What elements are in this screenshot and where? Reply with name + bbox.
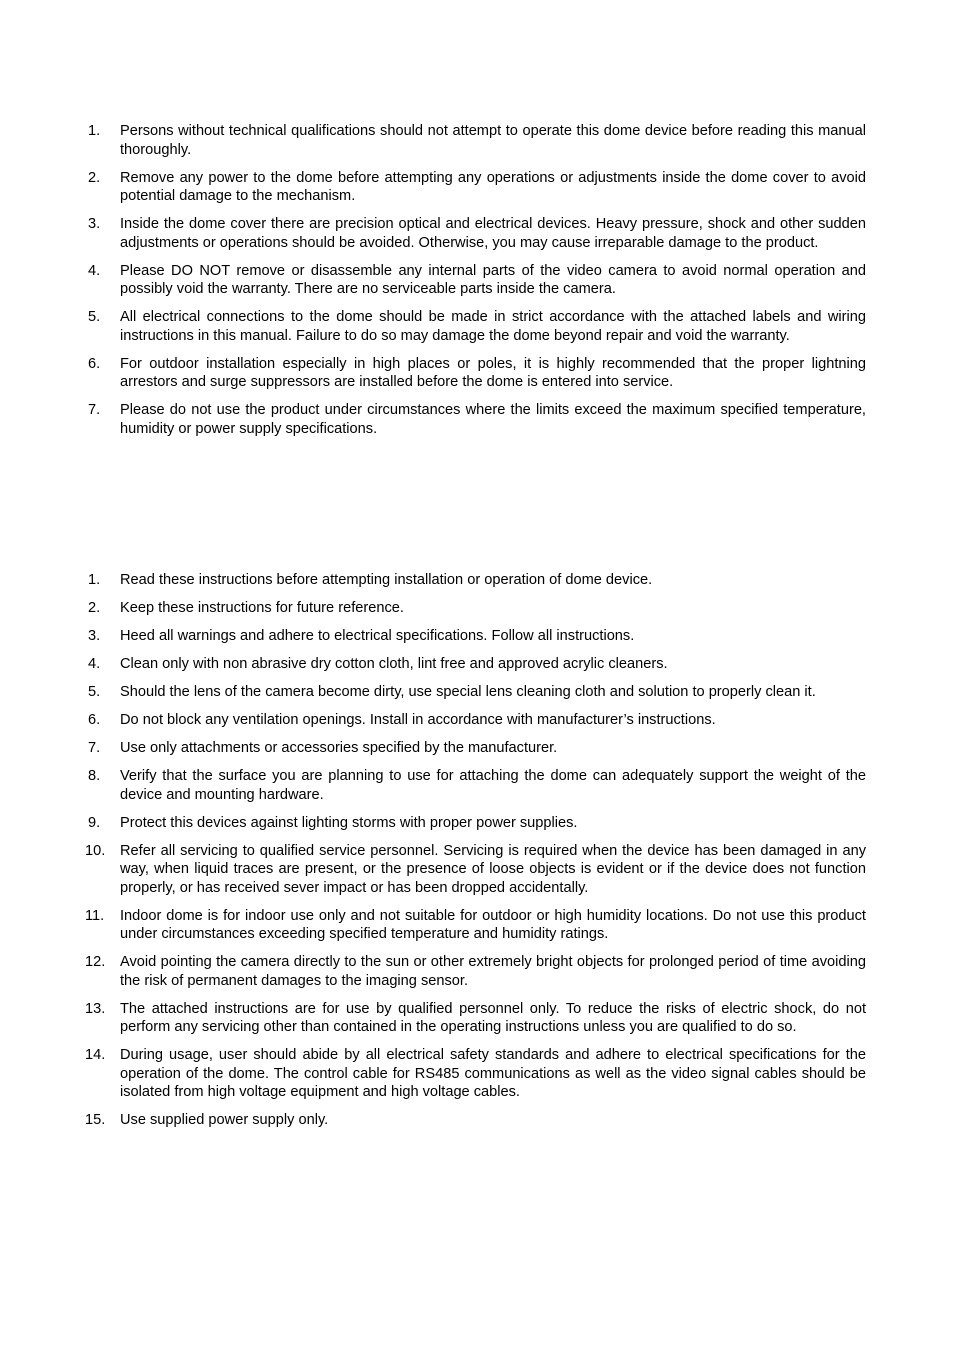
item-text: The attached instructions are for use by qualified personnel only. To reduce the risks of electric shock, do not perform any servicing other than contained in the operating instructions unless you are qualified to do so. (120, 1000, 866, 1035)
item-number: 6. (88, 355, 101, 372)
item-number: 2. (88, 169, 101, 186)
item-number: 14. (85, 1047, 106, 1063)
list-item (88, 401, 866, 438)
list-item (85, 907, 866, 944)
list-item (88, 262, 866, 299)
list-item (85, 953, 866, 990)
item-text: Clean only with non abrasive dry cotton cloth, lint free and approved acrylic cleaners. (120, 656, 668, 672)
item-text: Keep these instructions for future reference. (120, 600, 404, 616)
list-item (88, 767, 866, 804)
item-number: 6. (88, 712, 101, 728)
list-item (85, 1046, 866, 1102)
list-item (88, 308, 866, 345)
item-text: Protect this devices against lighting storms with proper power supplies. (120, 814, 578, 831)
list-item (85, 842, 866, 898)
list-item (88, 739, 866, 758)
list-item (88, 215, 866, 252)
item-text: Remove any power to the dome before attempting any operations or adjustments inside the dome cover to avoid potential damage to the mechanism. (120, 169, 866, 204)
item-number: 12. (85, 954, 106, 970)
item-text: Inside the dome cover there are precision optical and electrical devices. Heavy pressure, shock and other sudden adjustments or operations should be avoided. Otherwise, you may cause irreparable damage to the product. (120, 216, 866, 251)
safety-instructions-list (85, 571, 866, 1139)
list-item (88, 122, 866, 159)
item-number: 10. (85, 842, 106, 859)
list-item (88, 571, 866, 590)
list-item (85, 1111, 866, 1130)
item-text: During usage, user should abide by all electrical safety standards and adhere to electrical specifications for the operation of the dome. The control cable for RS485 communications as well as the video signal cables should be isolated from high voltage equipment and high voltage cables. (120, 1047, 866, 1100)
item-text: Heed all warnings and adhere to electrical specifications. Follow all instructions. (120, 628, 635, 644)
item-number: 7. (88, 740, 101, 756)
list-item (88, 655, 866, 674)
item-text: Should the lens of the camera become dirty, use special lens cleaning cloth and solution to properly clean it. (120, 684, 816, 700)
item-number: 1. (88, 572, 101, 588)
list-item (88, 169, 866, 206)
list-item (88, 355, 866, 392)
item-text: Persons without technical qualifications should not attempt to operate this dome device before reading this manual thoroughly. (120, 123, 866, 158)
list-item (88, 814, 866, 833)
item-number: 3. (88, 628, 101, 644)
item-number: 2. (88, 600, 101, 616)
list-item (88, 599, 866, 618)
item-number: 4. (88, 262, 101, 279)
list-item (88, 683, 866, 702)
item-number: 11. (85, 907, 105, 924)
item-number: 13. (85, 1000, 106, 1017)
item-number: 3. (88, 216, 101, 232)
item-text: Do not block any ventilation openings. Install in accordance with manufacturer’s instructions. (120, 712, 716, 728)
item-number: 5. (88, 309, 101, 325)
list-item (88, 711, 866, 730)
item-text: Refer all servicing to qualified service personnel. Servicing is required when the device has been damaged in any way, when liquid traces are present, or the presence of loose objects is evident or if the device does not function properly, or has received sever impact or has been dropped accidentally. (120, 842, 866, 896)
item-number: 7. (88, 402, 101, 418)
item-text: Please DO NOT remove or disassemble any internal parts of the video camera to avoid normal operation and possibly void the warranty. There are no serviceable parts inside the camera. (120, 262, 866, 297)
list-item (85, 1000, 866, 1037)
item-text: Please do not use the product under circumstances where the limits exceed the maximum specified temperature, humidity or power supply specifications. (120, 402, 866, 437)
list-item (88, 627, 866, 646)
item-number: 15. (85, 1112, 106, 1128)
precautions-list (88, 122, 866, 448)
item-number: 5. (88, 684, 101, 700)
item-text: Use supplied power supply only. (120, 1112, 329, 1128)
item-text: Avoid pointing the camera directly to the sun or other extremely bright objects for prolonged period of time avoiding the risk of permanent damages to the imaging sensor. (120, 954, 866, 989)
item-number: 8. (88, 768, 101, 784)
item-text: Indoor dome is for indoor use only and not suitable for outdoor or high humidity locations. Do not use this product under circumstances exceeding specified temperature and humidity ratings. (120, 907, 866, 942)
item-text: For outdoor installation especially in high places or poles, it is highly recommended that the proper lightning arrestors and surge suppressors are installed before the dome is entered into service. (120, 355, 866, 390)
item-number: 4. (88, 656, 101, 672)
item-number: 1. (88, 123, 101, 139)
item-number: 9. (88, 814, 101, 831)
item-text: Verify that the surface you are planning to use for attaching the dome can adequately support the weight of the device and mounting hardware. (120, 768, 866, 803)
item-text: Use only attachments or accessories specified by the manufacturer. (120, 740, 558, 756)
item-text: Read these instructions before attempting installation or operation of dome device. (120, 572, 653, 588)
item-text: All electrical connections to the dome should be made in strict accordance with the attached labels and wiring instructions in this manual. Failure to do so may damage the dome beyond repair and void the warranty. (120, 309, 866, 344)
